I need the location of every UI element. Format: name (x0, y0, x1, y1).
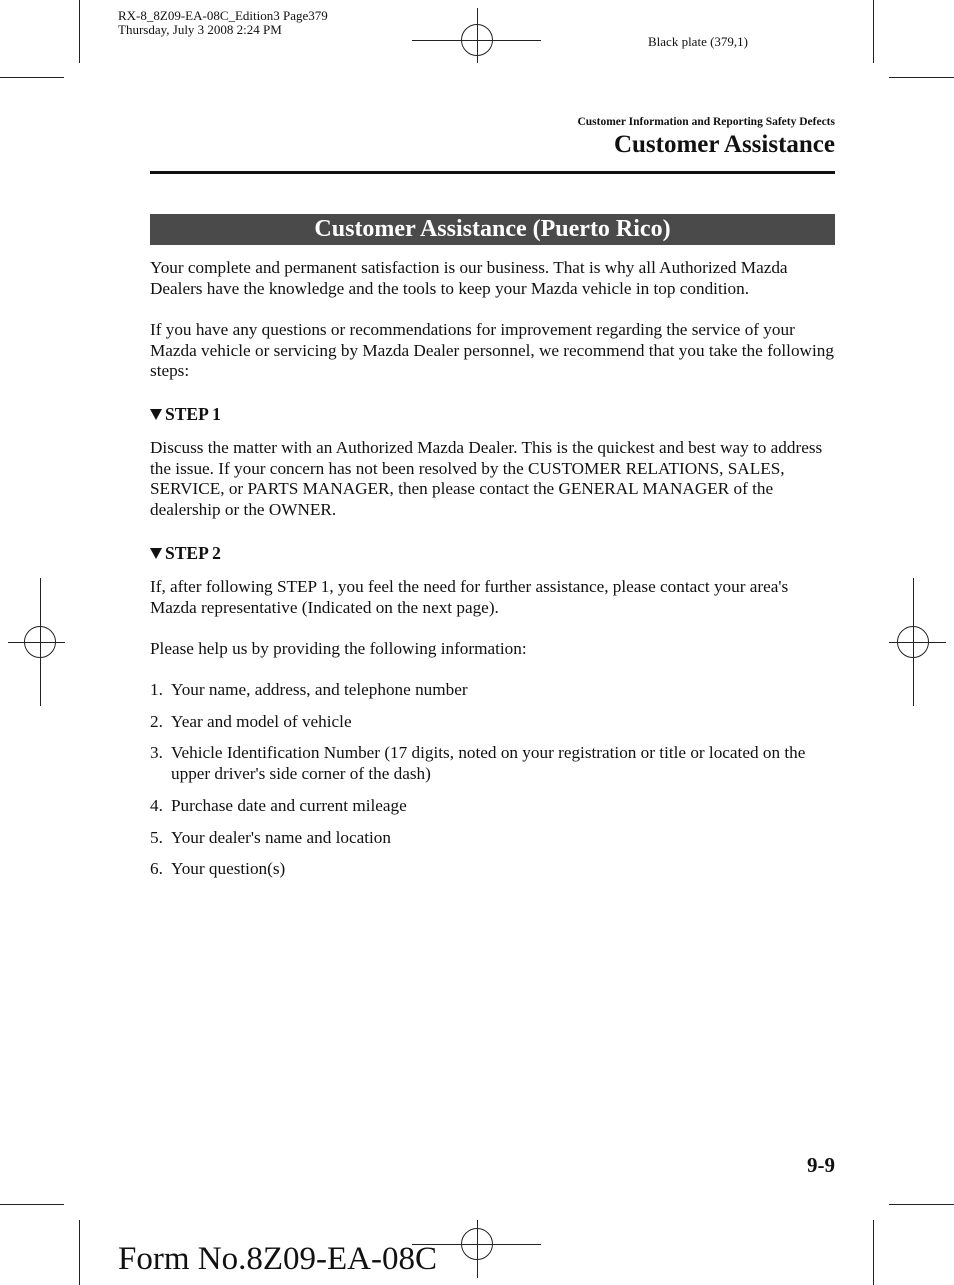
list-item-number: 4. (150, 795, 163, 815)
list-item (150, 859, 840, 880)
step-2-heading (150, 543, 221, 564)
step-2-label: STEP 2 (165, 543, 221, 563)
list-item (150, 828, 840, 849)
list-item-text: Vehicle Identification Number (17 digits, noted on your registration or title or located on the upper driver's side corner of the dash) (171, 743, 806, 784)
step-2-text: If, after following STEP 1, you feel the need for further assistance, please contact your area's Mazda representative (Indicated on the next page). (150, 577, 789, 617)
down-triangle-icon (150, 548, 162, 559)
crop-mark-bottom-left-h (0, 1204, 64, 1205)
prepress-plate: Black plate (379,1) (648, 34, 748, 49)
list-item-text: Your dealer's name and location (171, 827, 391, 847)
step-1-label: STEP 1 (165, 404, 221, 424)
info-intro: Please help us by providing the following information: (150, 639, 527, 658)
intro-paragraph-2: If you have any questions or recommendations for improvement regarding the service of your Mazda vehicle or servicing by Mazda Dealer personnel, we recommend that you take the following steps: (150, 320, 834, 381)
crosshair-icon (461, 24, 493, 56)
prepress-date-line: Thursday, July 3 2008 2:24 PM (118, 22, 282, 37)
crosshair-icon (897, 626, 929, 658)
list-item-number: 6. (150, 859, 163, 879)
intro-paragraph-1: Your complete and permanent satisfaction is our business. That is why all Authorized Mazda Dealers have the knowledge and the tools to keep your Mazda vehicle in top condition. (150, 258, 788, 298)
list-item-number: 3. (150, 743, 163, 763)
crop-mark-bottom-right-h (889, 1204, 954, 1205)
section-title: Customer Assistance (613, 131, 835, 158)
list-item (150, 712, 840, 733)
crop-mark-top-right-h (889, 77, 954, 78)
step-1-heading (150, 404, 221, 425)
prepress-file-line: RX-8_8Z09-EA-08C_Edition3 Page379 (118, 8, 328, 23)
list-item (150, 680, 840, 701)
page-number: 9-9 (807, 1153, 835, 1177)
header-rule (150, 171, 835, 174)
step-1-text: Discuss the matter with an Authorized Mazda Dealer. This is the quickest and best way to address the issue. If your concern has not been resolved by the CUSTOMER RELATIONS, SALES, SERVICE, or PARTS MANAGER, then please contact the GENERAL MANAGER of the dealership or the OWNER. (150, 438, 823, 520)
down-triangle-icon (150, 409, 162, 420)
list-item-number: 5. (150, 827, 163, 847)
list-item-number: 1. (150, 680, 163, 699)
list-item-text: Year and model of vehicle (171, 711, 352, 731)
page-title-banner: Customer Assistance (Puerto Rico) (150, 214, 835, 245)
list-item-text: Your name, address, and telephone number (171, 680, 468, 699)
crop-mark-bottom-right-v (873, 1220, 874, 1285)
list-item-text: Purchase date and current mileage (171, 795, 407, 815)
crosshair-icon (24, 626, 56, 658)
crop-mark-top-left-v (79, 0, 80, 63)
crop-mark-top-right-v (873, 0, 874, 63)
info-list (150, 680, 840, 891)
list-item-text: Your question(s) (171, 859, 286, 879)
section-small-title: Customer Information and Reporting Safety Defects (577, 116, 835, 128)
crop-mark-bottom-left-v (79, 1220, 80, 1285)
crosshair-icon (461, 1228, 493, 1260)
list-item (150, 796, 840, 817)
form-number: Form No.8Z09-EA-08C (118, 1241, 437, 1277)
list-item (150, 743, 840, 784)
crop-mark-top-left-h (0, 77, 64, 78)
list-item-number: 2. (150, 711, 163, 731)
